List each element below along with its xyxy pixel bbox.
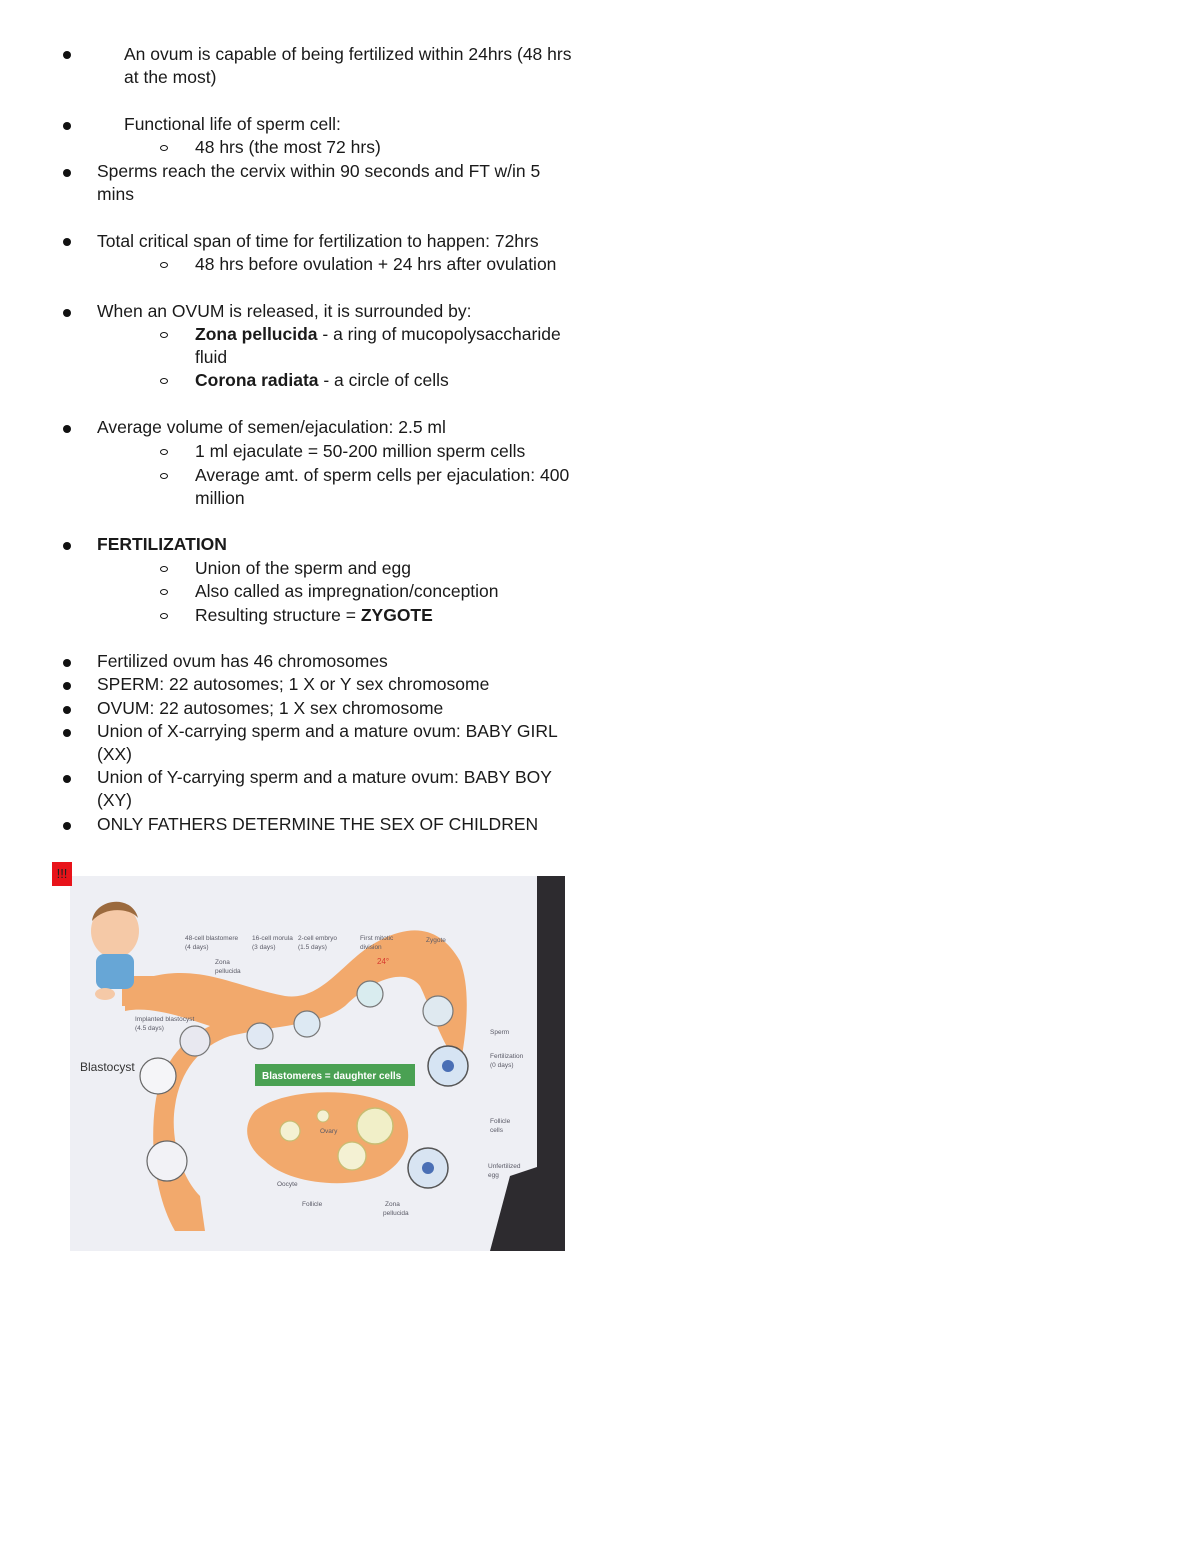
fertilization-heading: FERTILIZATION xyxy=(97,534,227,554)
note-fertilization-heading xyxy=(97,533,227,556)
ovary-label: Ovary xyxy=(320,1128,338,1135)
note-semen-sub2-2: million xyxy=(195,488,245,508)
note-critical-span-sub: 48 hrs before ovulation + 24 hrs after ovulation xyxy=(195,254,557,274)
note-zona-2: fluid xyxy=(195,347,228,367)
bullet-dot xyxy=(63,729,71,737)
note-sperm-life-sub: 48 hrs (the most 72 hrs) xyxy=(195,137,381,157)
cell16-label: 16-cell morula xyxy=(252,935,293,942)
corona-def: - a circle of cells xyxy=(318,370,449,390)
sub-bullet-circle xyxy=(160,589,168,595)
note-sperm-reach-1: Sperms reach the cervix within 90 seconds and FT w/in 5 xyxy=(97,161,541,181)
bullet-dot xyxy=(63,706,71,714)
sub-bullet-circle xyxy=(160,473,168,479)
egg-label: egg xyxy=(488,1172,499,1179)
cell2b-label: (1.5 days) xyxy=(298,944,327,951)
sub-bullet-circle xyxy=(160,613,168,619)
pellucida2-label: pellucida xyxy=(215,968,241,975)
pellucida-label: pellucida xyxy=(383,1210,409,1217)
note-ovum-released: When an OVUM is released, it is surrounded by: xyxy=(97,301,472,321)
bullet-dot xyxy=(63,238,71,246)
follicle-cells-label: Follicle xyxy=(490,1118,511,1125)
note-fert-sub3 xyxy=(195,604,433,627)
follicle-label: Follicle xyxy=(302,1201,323,1208)
blastocyst-label: Blastocyst xyxy=(80,1060,135,1074)
note-chromo4-1: Union of X-carrying sperm and a mature ovum: BABY GIRL xyxy=(97,721,558,741)
bullet-dot xyxy=(63,309,71,317)
fertilization-label: Fertilization xyxy=(490,1053,524,1060)
cell2-label: 2-cell embryo xyxy=(298,935,338,942)
zygote-label: Zygote xyxy=(426,937,446,944)
note-corona xyxy=(195,369,449,392)
blast48-label: 48-cell blastomere xyxy=(185,935,239,942)
note-chromo3: OVUM: 22 autosomes; 1 X sex chromosome xyxy=(97,698,444,718)
bullet-dot xyxy=(63,659,71,667)
sub-bullet-circle xyxy=(160,145,168,151)
sperm-label: Sperm xyxy=(490,1029,510,1036)
cells-label: cells xyxy=(490,1127,504,1134)
bullet-dot xyxy=(63,775,71,783)
note-semen-volume: Average volume of semen/ejaculation: 2.5 ml xyxy=(97,417,446,437)
cell16b-label: (3 days) xyxy=(252,944,276,951)
oocyte-label: Oocyte xyxy=(277,1181,298,1188)
implanted-label: Implanted blastocyst xyxy=(135,1016,195,1023)
implanted2-label: (4.5 days) xyxy=(135,1025,164,1032)
note-fert-sub2: Also called as impregnation/conception xyxy=(195,581,499,601)
fert-sub3-prefix: Resulting structure = xyxy=(195,605,361,625)
note-chromo5-1: Union of Y-carrying sperm and a mature ovum: BABY BOY xyxy=(97,767,552,787)
mitotic-label: First mitotic xyxy=(360,935,394,942)
note-sperm-life: Functional life of sperm cell: xyxy=(124,114,341,134)
sub-bullet-circle xyxy=(160,262,168,268)
fertilization-diagram xyxy=(70,876,565,1251)
note-fert-sub1: Union of the sperm and egg xyxy=(195,558,411,578)
zona-def: - a ring of mucopolysaccharide xyxy=(317,324,561,344)
blastomeres-label: Blastomeres = daughter cells xyxy=(262,1071,402,1082)
mitotic2-label: division xyxy=(360,944,382,951)
zona-term: Zona pellucida xyxy=(195,324,318,344)
note-chromo4-2: (XX) xyxy=(97,744,132,764)
note-zona xyxy=(195,323,561,346)
note-chromo2: SPERM: 22 autosomes; 1 X or Y sex chromosome xyxy=(97,674,490,694)
fertilization-diagram-photo xyxy=(70,876,565,1251)
bullet-dot xyxy=(63,122,71,130)
fertilization-days-label: (0 days) xyxy=(490,1062,514,1069)
note-sperm-reach-2: mins xyxy=(97,184,134,204)
zona-label: Zona xyxy=(385,1201,400,1208)
sub-bullet-circle xyxy=(160,332,168,338)
bullet-dot xyxy=(63,425,71,433)
note-critical-span: Total critical span of time for fertilization to happen: 72hrs xyxy=(97,231,539,251)
unfertilized-label: Unfertilized xyxy=(488,1163,521,1170)
note-semen-sub2-1: Average amt. of sperm cells per ejaculation: 400 xyxy=(195,465,570,485)
note-chromo6: ONLY FATHERS DETERMINE THE SEX OF CHILDREN xyxy=(97,814,539,834)
zona2-label: Zona xyxy=(215,959,230,966)
bullet-dot xyxy=(63,169,71,177)
bullet-dot xyxy=(63,51,71,59)
sub-bullet-circle xyxy=(160,449,168,455)
note-ovum-life-2: at the most) xyxy=(124,67,217,87)
note-chromo1: Fertilized ovum has 46 chromosomes xyxy=(97,651,388,671)
blast48b-label: (4 days) xyxy=(185,944,209,951)
bullet-dot xyxy=(63,822,71,830)
label-24: 24° xyxy=(377,957,390,966)
corona-term: Corona radiata xyxy=(195,370,319,390)
bullet-dot xyxy=(63,682,71,690)
note-chromo5-2: (XY) xyxy=(97,790,132,810)
note-ovum-life-1: An ovum is capable of being fertilized within 24hrs (48 hrs xyxy=(124,44,572,64)
zygote-term: ZYGOTE xyxy=(360,605,433,625)
note-semen-sub1: 1 ml ejaculate = 50-200 million sperm cells xyxy=(195,441,526,461)
sub-bullet-circle xyxy=(160,566,168,572)
sub-bullet-circle xyxy=(160,378,168,384)
bullet-dot xyxy=(63,542,71,550)
attention-marker: !!! xyxy=(52,862,72,886)
